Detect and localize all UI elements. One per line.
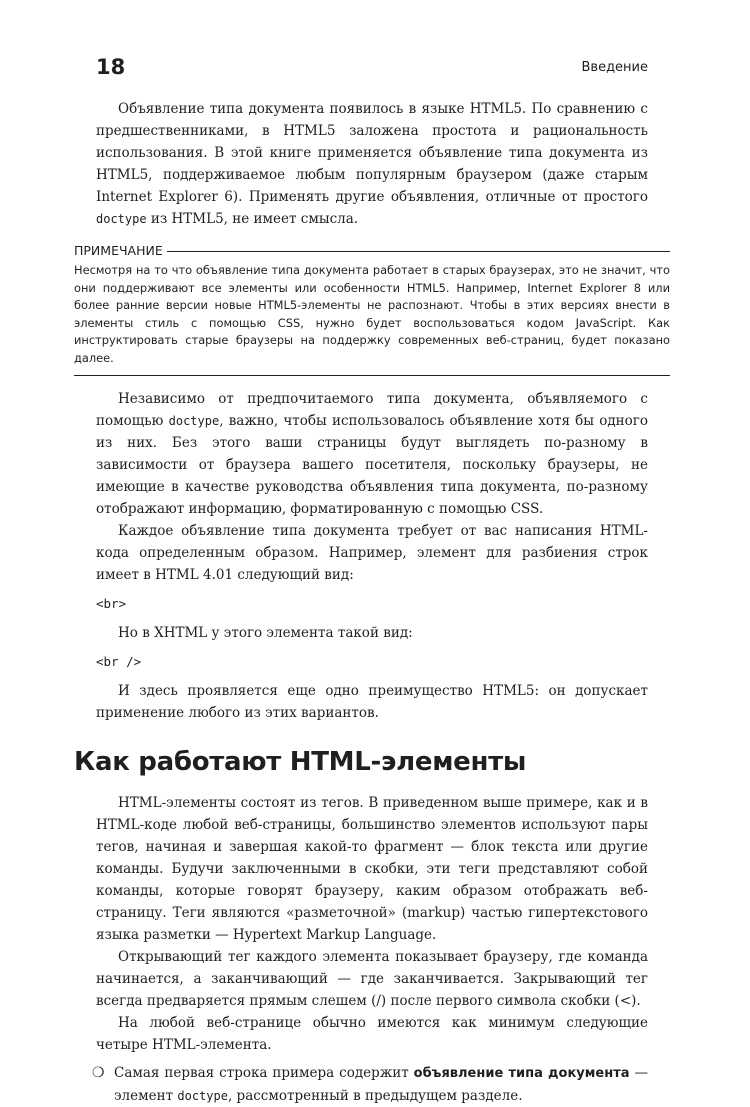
paragraph-xhtml: Но в XHTML у этого элемента такой вид: (118, 625, 413, 641)
inline-code: doctype (177, 1089, 228, 1103)
section-heading: Как работают HTML-элементы (74, 747, 527, 777)
list-item (92, 1062, 648, 1107)
inline-code: doctype (168, 414, 220, 428)
paragraph-tags: HTML-элементы состоят из тегов. В приведенном выше примере, как и в HTML-коде любой веб-страницы, большинство элементов используют пары тегов, начиная и завершая какой-то фрагмент — блок текста или другие команды. Будучи заключенными в скобки, эти теги представляют собой команды, которые говорят браузеру, каким образом отображать веб-страницу. Теги являются «разметочной» (markup) частью гипертекстового языка разметки — Hypertext Markup Language. (96, 795, 648, 943)
bullet-circle-icon: ❍ (92, 1065, 105, 1081)
paragraph-doctype-intro (96, 98, 648, 230)
bold-term: объявление типа документа (413, 1066, 630, 1081)
note-text: Несмотря на то что объявление типа документа работает в старых браузерах, это не значит, что они поддерживают все элементы или особенности HTML5. Например, Internet Explorer 8 или более ранние версии новые HTML5-элементы не распознают. Чтобы в этих версиях внести в элементы стиль с помощью CSS, нужно будет воспользоваться кодом JavaScript. Как инструктировать старые браузеры на поддержку современных веб-страниц, будет показано далее. (74, 263, 670, 365)
paragraph-text: из HTML5, не имеет смысла. (150, 211, 359, 227)
paragraph-open-close-tags: Открывающий тег каждого элемента показывает браузеру, где команда начинается, а заканчивающий — где заканчивается. Закрывающий тег всегда предваряется прямым слешем (/) после первого символа скобки (<). (96, 949, 648, 1009)
list-item-text (114, 1062, 648, 1107)
paragraph-html5-advantage: И здесь проявляется еще одно преимущество HTML5: он допускает применение любого из этих вариантов. (96, 683, 648, 721)
paragraph-doctype-importance (96, 388, 648, 520)
paragraph-text: Независимо от предпочитаемого типа документа, объявляемого с помощью (96, 391, 648, 429)
note-rule (167, 251, 670, 252)
page-number: 18 (96, 55, 126, 79)
page-body (74, 98, 670, 1107)
code-sample-br-xhtml: <br /> (96, 654, 142, 669)
list-item-mid: — элемент (114, 1065, 648, 1104)
paragraph-text: , важно, чтобы использовалось объявление хотя бы одного из них. Без этого ваши страницы будут выглядеть по-разному в зависимости от браузера вашего посетителя, поскольку браузеры, не имеющие в качестве руководства объявления типа документа, по-разному отображают информацию, форматированную с помощью CSS. (96, 413, 648, 517)
inline-code: doctype (96, 212, 147, 226)
paragraph-html401: Каждое объявление типа документа требует от вас написания HTML-кода определенным образом. Например, элемент для разбиения строк имеет в HTML 4.01 следующий вид: (96, 523, 648, 583)
list-item-lead: Самая первая строка примера содержит (114, 1065, 409, 1081)
page-header (96, 52, 648, 82)
note-title: ПРИМЕЧАНИЕ (74, 243, 163, 258)
running-head: Введение (581, 60, 648, 75)
note-header (74, 242, 670, 260)
paragraph-text: Объявление типа документа появилось в языке HTML5. По сравнению с предшественниками, в HTML5 заложена простота и рациональность использования. В этой книге применяется объявление типа документа из HTML5, поддерживаемое любым популярным браузером (даже старым Internet Explorer 6). Применять другие объявления, отличные от простого (96, 101, 648, 205)
code-sample-br: <br> (96, 596, 127, 611)
paragraph-four-elements: На любой веб-странице обычно имеются как минимум следующие четыре HTML-элемента. (96, 1015, 648, 1053)
list-item-tail: , рассмотренный в предыдущем разделе. (227, 1088, 523, 1104)
note-box (74, 242, 670, 376)
